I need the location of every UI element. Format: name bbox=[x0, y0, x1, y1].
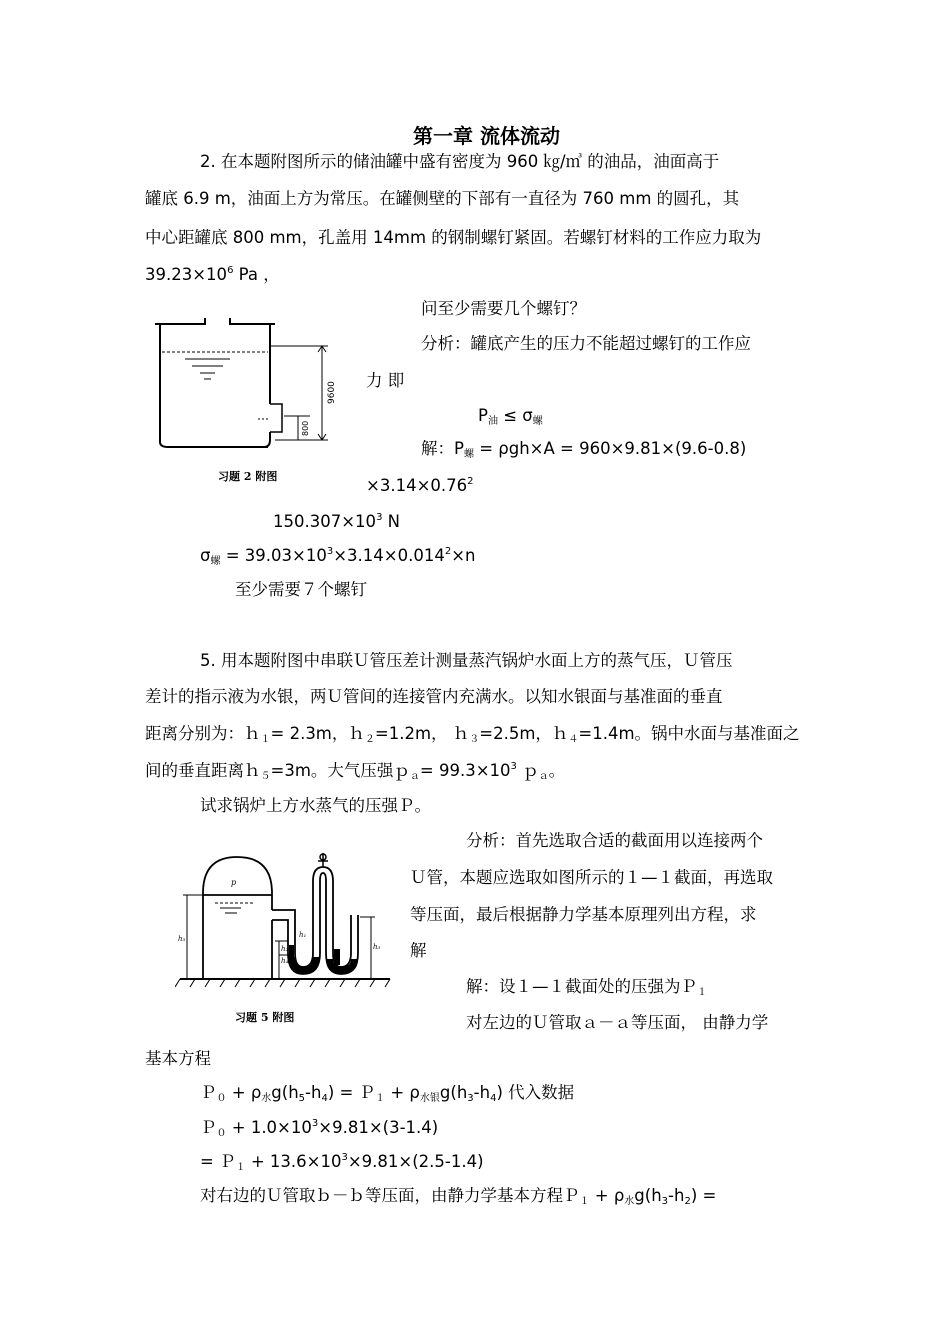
p5-question: 试求锅炉上方水蒸气的压强Ｐ。 bbox=[200, 796, 431, 815]
p5-equation-2: Ｐ$_0$ + $1.0\times 10^3\times 9.81\times(3-1.4)$ bbox=[200, 1118, 439, 1139]
p5-line-1: 5. 用本题附图中串联Ｕ管压差计测量蒸汽锅炉水面上方的蒸气压，Ｕ管压 bbox=[200, 651, 733, 670]
p5-equation-3: = Ｐ$_1$ + $13.6\times 10^3\times 9.81\times(2.5-1.4)$ bbox=[200, 1152, 484, 1173]
p5-line-2: 差计的指示液为水银，两Ｕ管间的连接管内充满水。以知水银面与基准面的垂直 bbox=[145, 687, 723, 706]
p5-solution-1: 解：设１—１截面处的压强为Ｐ$_1$ bbox=[466, 977, 707, 998]
p2-question: 问至少需要几个螺钉？ bbox=[421, 299, 586, 318]
p5-analysis-2: Ｕ管，本题应选取如图所示的１—１截面，再选取 bbox=[410, 868, 773, 887]
p2-analysis-2: 力 即 bbox=[366, 371, 405, 390]
p5-equation-4: 对右边的Ｕ管取ｂ－ｂ等压面，由静力学基本方程Ｐ$_1$ + $\rho_水g(h_3-h_2)$ = bbox=[200, 1186, 717, 1207]
oil-tank-figure bbox=[150, 312, 350, 487]
label-p: p bbox=[231, 878, 237, 887]
boiler-manometer-figure bbox=[175, 845, 400, 1030]
p5-equation-1: Ｐ$_0$ + $\rho_水g(h_5-h_4)$ = Ｐ$_1$ + $\rho_{水银}g(h_3-h_4)$ 代入数据 bbox=[200, 1083, 575, 1104]
p5-analysis-1: 分析：首先选取合适的截面用以连接两个 bbox=[466, 831, 763, 850]
p2-line-4: $39.23\times 10^6$ Pa ， bbox=[145, 265, 280, 284]
p2-solution-2: $\times 3.14\times 0.76^2$ bbox=[366, 476, 474, 495]
p2-solution-1: 解：$P_螺 = \rho gh\times A = 960\times 9.81\times(9.6-0.8)$ bbox=[421, 439, 747, 460]
right-mercury bbox=[334, 949, 340, 965]
hole-height-label: 800 bbox=[301, 420, 310, 436]
label-h4: h₄ bbox=[281, 957, 289, 965]
p5-solution-3: 基本方程 bbox=[145, 1049, 211, 1068]
p5-analysis-3: 等压面，最后根据静力学基本原理列出方程，求 bbox=[410, 905, 757, 924]
fig2-caption: 习题 2 附图 bbox=[218, 470, 278, 483]
p5-line-3: 距离分别为：ｈ$_1$= 2.3m，ｈ$_2$=1.2m， ｈ$_3$=2.5m，ｈ$_4$=1.4m。锅中水面与基准面之 bbox=[145, 724, 800, 745]
p2-answer: 至少需要７个螺钉 bbox=[235, 580, 367, 599]
p2-line-3: 中心距罐底 800 mm，孔盖用 14mm 的钢制螺钉紧固。若螺钉材料的工作应力取为 bbox=[145, 228, 762, 247]
p2-inequality: $P_油 \le \sigma_螺$ bbox=[478, 406, 543, 427]
label-h1: h₁ bbox=[299, 931, 307, 939]
p5-line-4: 间的垂直距离ｈ$_5$=3m。大气压强ｐ$_a$= $99.3\times 10^3$ ｐ$_a$。 bbox=[145, 761, 566, 782]
p5-solution-2: 对左边的Ｕ管取ａ－ａ等压面， 由静力学 bbox=[466, 1013, 769, 1032]
p2-sigma-equation: $\sigma_螺 = 39.03\times 10^3\times 3.14\times 0.014^2\times n$ bbox=[200, 546, 476, 567]
page-title: 第一章 流体流动 bbox=[413, 124, 560, 148]
p2-result: $150.307\times 10^3$ N bbox=[273, 512, 401, 531]
fig5-caption: 习题 5 附图 bbox=[235, 1011, 295, 1024]
p5-analysis-4: 解 bbox=[410, 941, 427, 960]
p2-line-1: 2. 在本题附图所示的储油罐中盛有密度为 960 ㎏/㎥ 的油品，油面高于 bbox=[200, 152, 720, 171]
p2-analysis-1: 分析：罐底产生的压力不能超过螺钉的工作应 bbox=[421, 334, 751, 353]
tank-height-label: 9600 bbox=[327, 381, 337, 404]
label-h5: h₅ bbox=[178, 935, 186, 943]
label-h3: h₃ bbox=[373, 943, 381, 951]
p2-line-2: 罐底 6.9 m，油面上方为常压。在罐侧壁的下部有一直径为 760 mm 的圆孔，其 bbox=[145, 189, 740, 208]
label-h2: h₂ bbox=[281, 945, 289, 953]
